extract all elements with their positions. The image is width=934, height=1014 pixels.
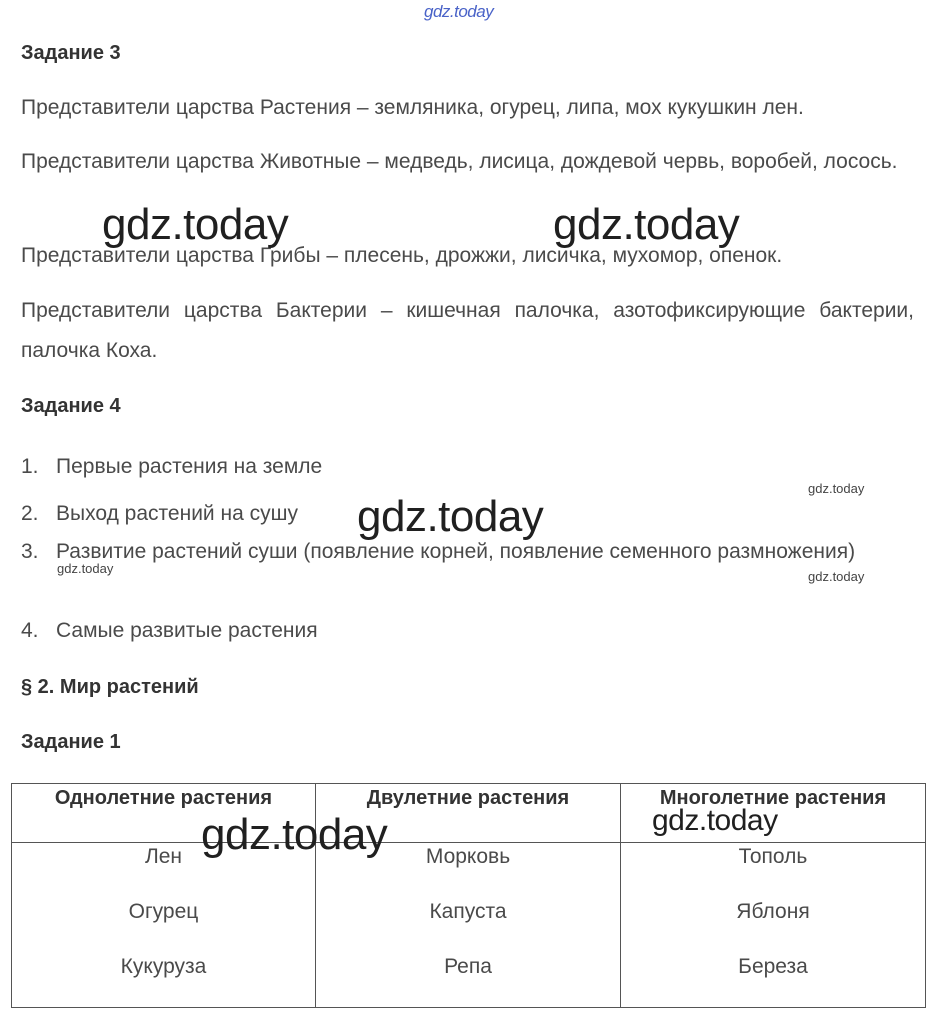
watermark-overlay: gdz.today (102, 200, 289, 249)
watermark-overlay: gdz.today (357, 492, 544, 541)
section-title: § 2. Мир растений (21, 676, 199, 698)
task3-bacteria-paragraph: Представители царства Бактерии – кишечная палочка, азотофиксирующие бактерии, палочка Коха. (21, 299, 914, 362)
table-header-row (12, 784, 926, 843)
table-cell: Кукуруза (120, 955, 207, 978)
watermark-overlay: gdz.today (553, 200, 740, 249)
table-row (12, 843, 926, 1008)
table-cell: Репа (444, 955, 492, 978)
task4-heading: Задание 4 (21, 395, 121, 417)
header-perennial: Многолетние растения (621, 784, 926, 843)
header-annual: Однолетние растения (12, 784, 316, 843)
task3-plants-paragraph: Представители царства Растения – земляника, огурец, липа, мох кукушкин лен. (21, 96, 804, 119)
table-cell: Капуста (429, 900, 507, 923)
list-item (21, 611, 914, 651)
task1-heading: Задание 1 (21, 731, 121, 753)
list-item-number: 3. (21, 540, 39, 563)
table-cell: Огурец (128, 900, 199, 923)
list-item-text: Самые развитые растения (56, 619, 318, 642)
header-biennial: Двулетние растения (316, 784, 621, 843)
watermark-overlay: gdz.today (201, 810, 388, 859)
table-cell: Яблоня (736, 900, 810, 923)
table-cell: Тополь (738, 845, 808, 868)
watermark-small: gdz.today (808, 569, 865, 584)
table-cell: Лен (144, 845, 183, 868)
list-item (21, 532, 914, 612)
task3-heading: Задание 3 (21, 42, 121, 64)
list-item-text: Выход растений на сушу (56, 502, 298, 525)
task3-animals-paragraph: Представители царства Животные – медведь, лисица, дождевой червь, воробей, лосось. (21, 150, 898, 173)
list-item-number: 4. (21, 619, 39, 642)
watermark-small: gdz.today (57, 561, 114, 576)
list-item-number: 1. (21, 455, 39, 478)
list-item (21, 447, 914, 487)
list-item-number: 2. (21, 502, 39, 525)
watermark-overlay: gdz.today (652, 804, 778, 837)
watermark-top: gdz.today (424, 2, 494, 21)
list-item-text: Первые растения на земле (56, 455, 323, 478)
table-cell: Береза (738, 955, 808, 978)
table-cell: Морковь (425, 845, 511, 868)
watermark-small: gdz.today (808, 481, 865, 496)
column-annual (12, 843, 316, 1008)
list-item-text: Развитие растений суши (появление корней, появление семенного размножения) (56, 540, 856, 563)
column-biennial (316, 843, 621, 1008)
column-perennial (621, 843, 926, 1008)
task3-fungi-paragraph: Представители царства Грибы – плесень, дрожжи, лисичка, мухомор, опенок. (21, 244, 783, 267)
plants-table (11, 783, 926, 1008)
